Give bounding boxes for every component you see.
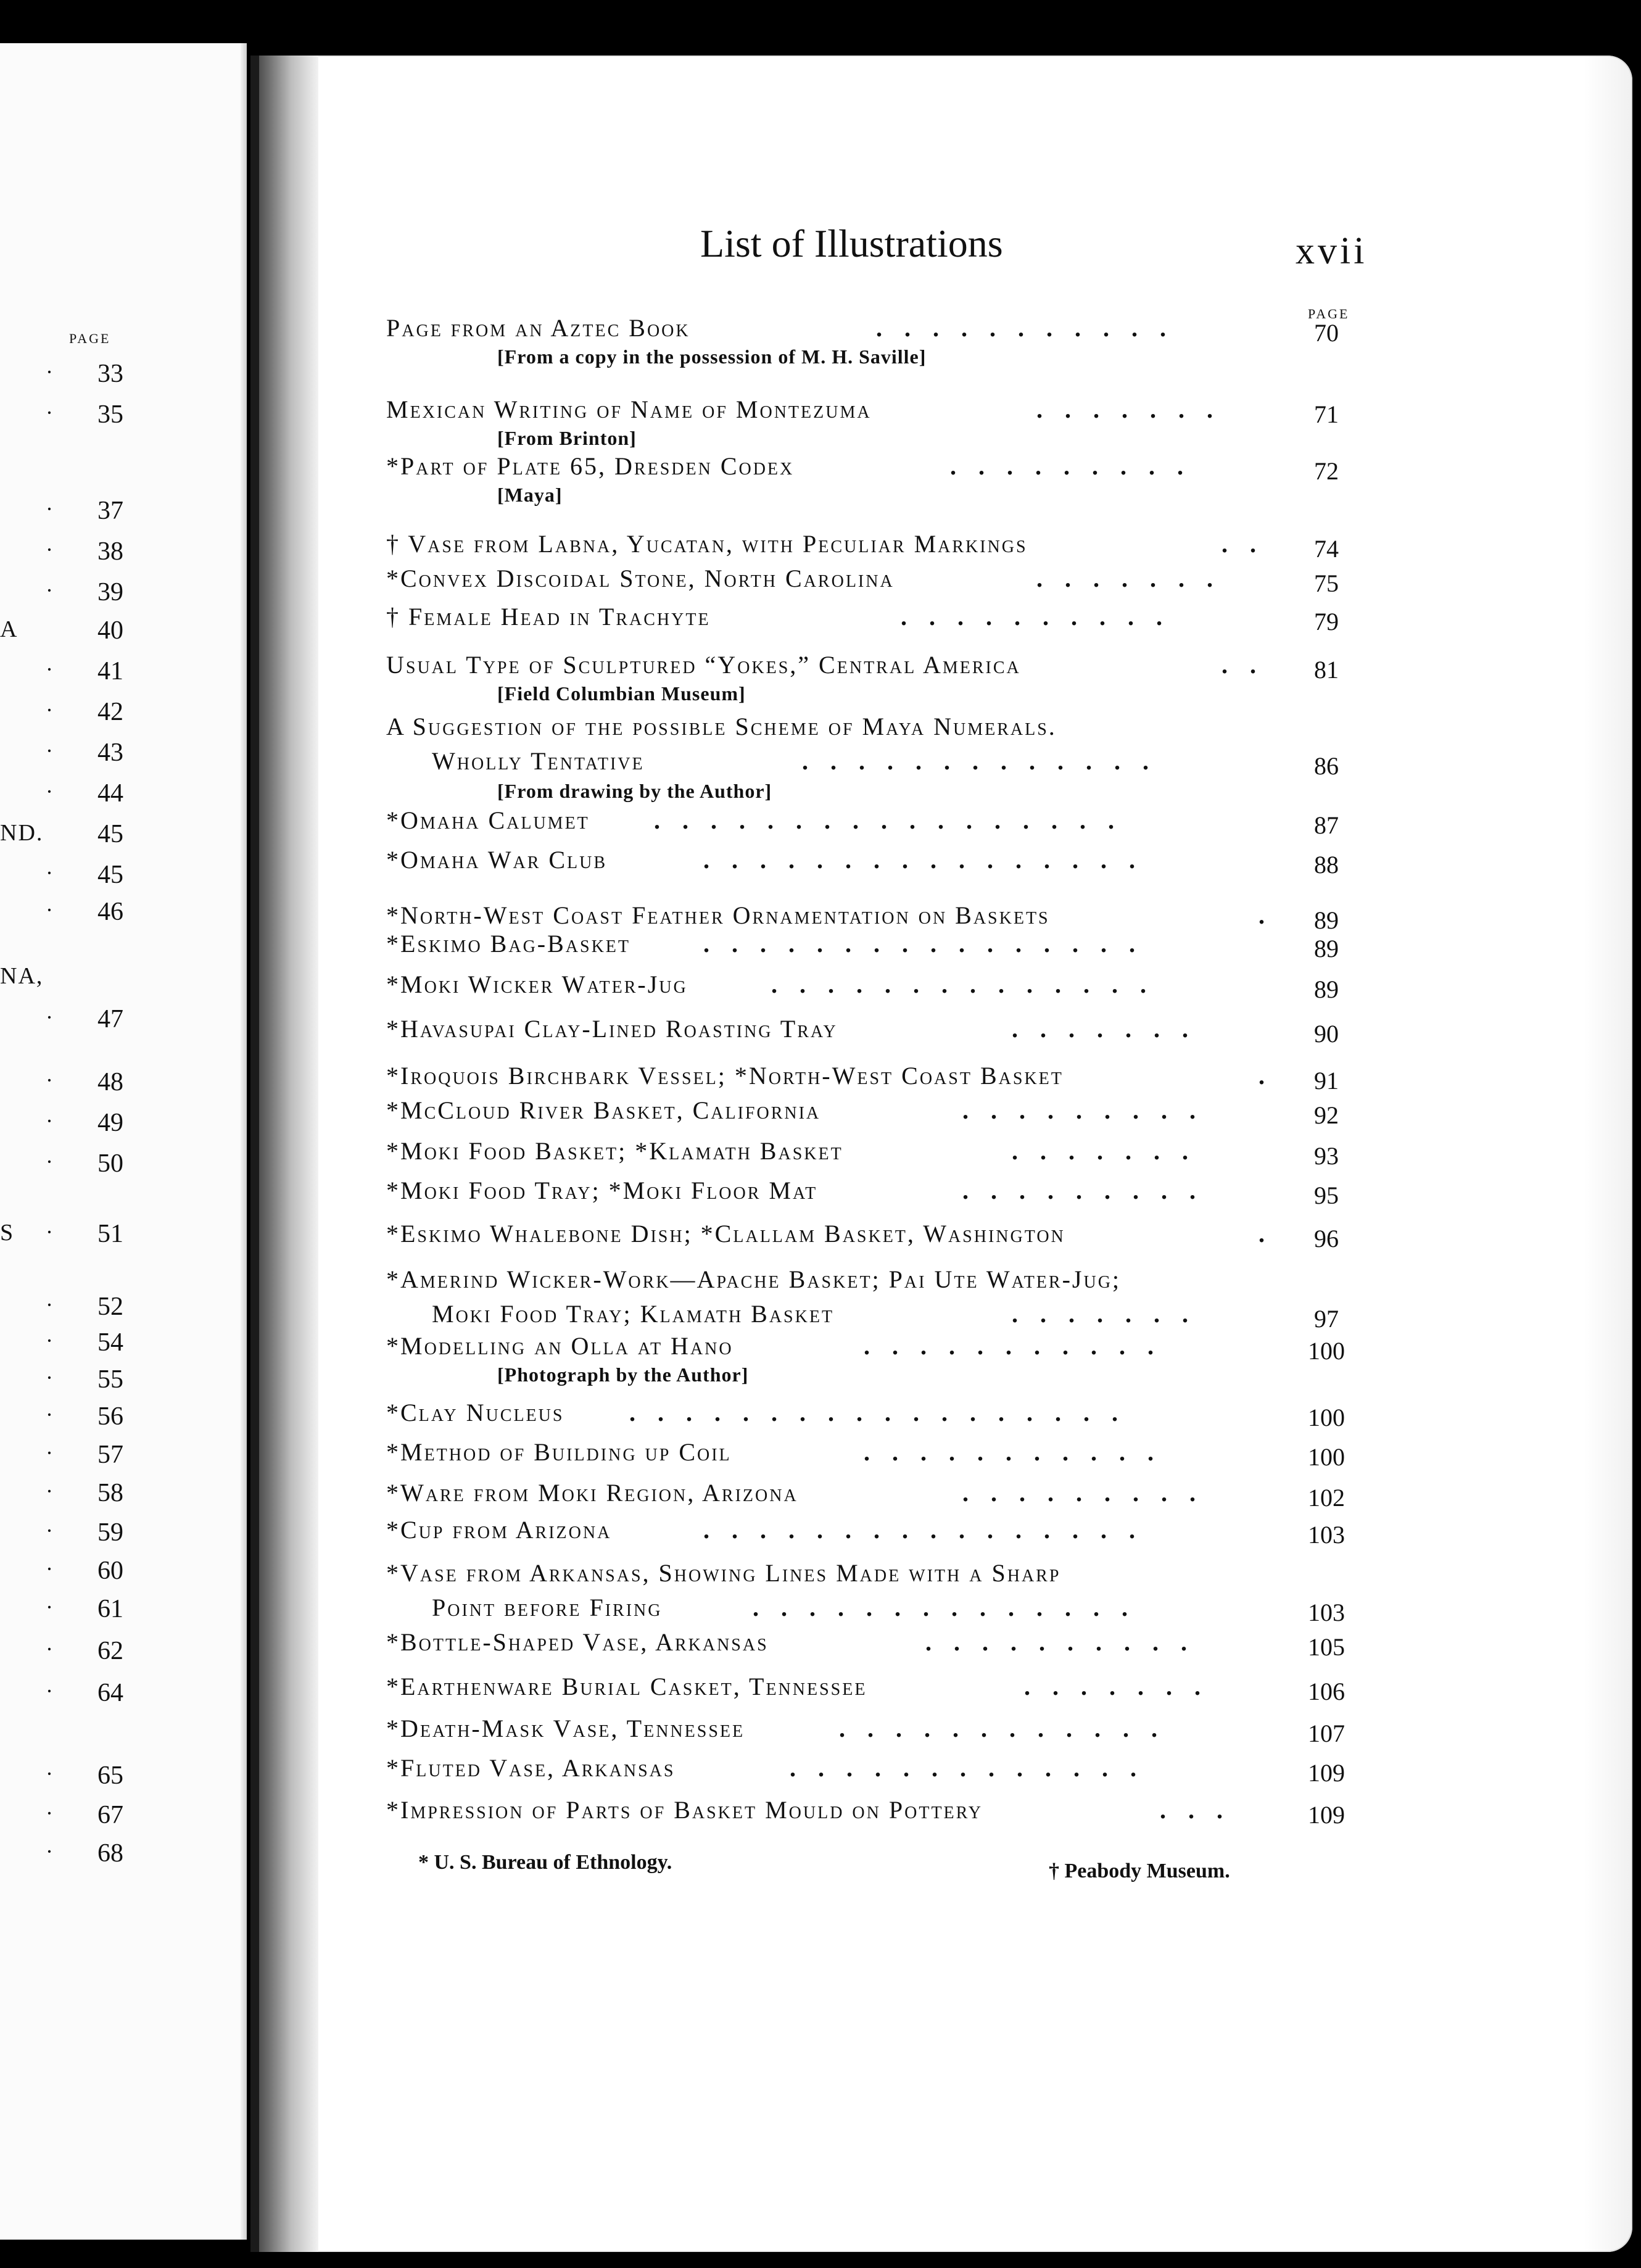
left-page-row: [0, 1594, 123, 1625]
left-page-row: [0, 359, 123, 390]
illustration-page-number: 100: [1308, 1443, 1345, 1471]
left-page-leader-dot: ·: [46, 1402, 53, 1427]
illustration-title: *Omaha War Club: [386, 846, 608, 874]
left-page-row: [0, 1108, 123, 1139]
dotted-leader: .........: [950, 452, 1205, 480]
left-page-row: [0, 897, 123, 928]
left-page-row: [0, 1004, 123, 1035]
dotted-leader: ...........: [876, 314, 1188, 342]
illustration-page-number: 106: [1308, 1678, 1345, 1705]
left-page-number: 64: [97, 1679, 123, 1707]
illustration-title: A Suggestion of the possible Scheme of Maya Numerals.: [386, 713, 1057, 740]
illustration-entry: [370, 1753, 1357, 1788]
left-page-number: 51: [97, 1220, 123, 1248]
left-page-leader-dot: ·: [46, 861, 53, 885]
illustration-page-number: 93: [1314, 1142, 1339, 1170]
dotted-leader: ..................: [629, 1399, 1140, 1426]
illustration-source-note: [Field Columbian Museum]: [497, 682, 746, 705]
illustration-title: *Convex Discoidal Stone, North Carolina: [386, 565, 895, 592]
left-page-number: 54: [97, 1328, 123, 1357]
illustration-page-number: 109: [1308, 1759, 1345, 1787]
dotted-leader: .......: [1036, 565, 1235, 592]
illustration-page-number: 105: [1308, 1633, 1345, 1661]
left-page-row: [0, 496, 123, 527]
illustration-entry: [370, 1558, 1357, 1626]
illustration-title: *Ware from Moki Region, Arizona: [386, 1479, 798, 1507]
illustration-title: Page from an Aztec Book: [386, 314, 690, 342]
illustration-title: *Moki Wicker Water-Jug: [386, 971, 688, 998]
illustration-entry: [370, 1331, 1357, 1366]
left-page-row: [0, 1365, 123, 1396]
footnote-peabody: † Peabody Museum.: [1049, 1860, 1230, 1882]
left-page-number: 60: [97, 1557, 123, 1585]
left-page-leader-dot: ·: [46, 537, 53, 562]
illustration-entry: [370, 529, 1357, 564]
illustration-entry: [370, 806, 1357, 840]
left-page-row: [0, 1328, 123, 1359]
illustration-page-number: 71: [1314, 400, 1339, 428]
left-page-row: [0, 1678, 123, 1709]
dotted-leader: .: [1259, 1062, 1287, 1090]
illustration-title: *Clay Nucleus: [386, 1399, 564, 1426]
left-page-number: 59: [97, 1518, 123, 1547]
left-page-number: 52: [97, 1293, 123, 1321]
illustration-entry: [370, 602, 1357, 637]
illustration-title: *Moki Food Tray; *Moki Floor Mat: [386, 1177, 818, 1204]
left-page-leader-dot: ·: [46, 1109, 53, 1133]
dotted-leader: ...........: [864, 1438, 1176, 1466]
illustration-entry: [370, 1176, 1357, 1211]
left-page-number: 41: [97, 657, 123, 685]
left-page-row: [0, 819, 123, 850]
dotted-leader: .................: [654, 806, 1136, 834]
illustration-page-number: 92: [1314, 1101, 1339, 1129]
page-column-label: PAGE: [1308, 306, 1350, 321]
binding-shadow: [250, 56, 318, 2252]
binding-edge: [250, 56, 259, 2252]
left-page-row: [0, 1219, 123, 1250]
left-page-number: 65: [97, 1761, 123, 1790]
illustration-title: *Eskimo Bag-Basket: [386, 930, 631, 958]
left-page-number: 38: [97, 537, 123, 566]
illustration-title: *Impression of Parts of Basket Mould on Pottery: [386, 1796, 983, 1824]
dotted-leader: ................: [703, 930, 1157, 958]
illustration-title: *Part of Plate 65, Dresden Codex: [386, 452, 795, 480]
left-page-title-fragment: ND.: [0, 820, 44, 846]
dotted-leader: ..............: [771, 971, 1168, 998]
illustration-title: *North-West Coast Feather Ornamentation on Baskets: [386, 901, 1050, 929]
dotted-leader: .: [1259, 1220, 1287, 1248]
illustration-page-number: 100: [1308, 1404, 1345, 1431]
illustration-page-number: 90: [1314, 1020, 1339, 1048]
left-page-number: 67: [97, 1801, 123, 1829]
illustration-source-note: [Maya]: [497, 484, 563, 506]
footnote-bureau: * U. S. Bureau of Ethnology.: [418, 1851, 672, 1874]
left-page-title-fragment: A: [0, 616, 19, 642]
left-page-row: [0, 1761, 123, 1792]
left-page-number: 46: [97, 898, 123, 926]
illustration-title: *Omaha Calumet: [386, 806, 590, 834]
illustration-page-number: 96: [1314, 1225, 1339, 1252]
left-page-leader-dot: ·: [46, 1479, 53, 1504]
left-page-number: 68: [97, 1839, 123, 1868]
illustration-title-continued: Point before Firing: [432, 1594, 663, 1621]
dotted-leader: ...........: [864, 1332, 1176, 1360]
illustration-source-note: [From drawing by the Author]: [497, 780, 772, 802]
illustration-entry: [370, 650, 1357, 685]
illustration-title: *Fluted Vase, Arkansas: [386, 1754, 676, 1782]
illustration-title-continued: Wholly Tentative: [432, 747, 645, 775]
illustration-page-number: 74: [1314, 535, 1339, 563]
illustration-page-number: 81: [1314, 656, 1339, 684]
left-page-number: 35: [97, 400, 123, 429]
illustration-entry: [370, 313, 1357, 348]
dotted-leader: ............: [839, 1715, 1180, 1742]
left-page-row: [0, 1292, 123, 1323]
left-page-row: [0, 779, 123, 809]
illustration-entry: [370, 1515, 1357, 1550]
illustration-page-number: 89: [1314, 975, 1339, 1003]
illustration-page-number: 86: [1314, 752, 1339, 780]
left-page-number: 57: [97, 1441, 123, 1469]
illustration-entry: [370, 1014, 1357, 1049]
left-page-leader-dot: ·: [46, 1595, 53, 1620]
illustration-entry: [370, 1672, 1357, 1707]
illustration-entry: [370, 1219, 1357, 1254]
left-page-leader-dot: ·: [46, 1220, 53, 1244]
left-page-row: [0, 1518, 123, 1549]
illustration-title: *Bottle-Shaped Vase, Arkansas: [386, 1628, 769, 1656]
left-page-leader-dot: ·: [46, 1518, 53, 1543]
dotted-leader: .......: [1012, 1300, 1210, 1328]
illustration-source-note: [From Brinton]: [497, 427, 637, 449]
illustration-page-number: 89: [1314, 935, 1339, 962]
left-page-row: [0, 697, 123, 728]
illustration-page-number: 88: [1314, 851, 1339, 879]
left-page-leader-dot: ·: [46, 1293, 53, 1317]
left-page-number: 37: [97, 497, 123, 525]
illustration-title: Usual Type of Sculptured “Yokes,” Central America: [386, 651, 1021, 679]
illustration-entry: [370, 845, 1357, 880]
dotted-leader: ................: [703, 1516, 1157, 1544]
left-page-leader-dot: ·: [46, 657, 53, 682]
left-page-row: [0, 537, 123, 568]
illustration-source-note: [Photograph by the Author]: [497, 1364, 749, 1386]
left-page-leader-dot: ·: [46, 1761, 53, 1786]
left-page-leader-dot: ·: [46, 739, 53, 763]
left-page-leader-dot: ·: [46, 1068, 53, 1093]
dotted-leader: .............: [790, 1754, 1159, 1782]
left-page-row: [0, 1478, 123, 1509]
dotted-leader: ...: [1160, 1796, 1245, 1824]
dotted-leader: ..........: [925, 1628, 1209, 1656]
left-page-leader-dot: ·: [46, 360, 53, 384]
illustration-entry: [370, 1714, 1357, 1749]
illustration-entry: [370, 929, 1357, 964]
dotted-leader: ..........: [901, 603, 1184, 631]
illustration-title: *Iroquois Birchbark Vessel; *North-West Coast Basket: [386, 1062, 1064, 1090]
dotted-leader: .........: [962, 1177, 1218, 1204]
illustration-page-number: 109: [1308, 1801, 1345, 1829]
left-page-row: [0, 1440, 123, 1471]
dotted-leader: ..............: [753, 1594, 1150, 1621]
left-page-row: [0, 656, 123, 687]
illustration-title: *Cup from Arizona: [386, 1516, 612, 1544]
left-page-number: 47: [97, 1005, 123, 1033]
illustration-title: *Death-Mask Vase, Tennessee: [386, 1715, 745, 1742]
left-page-row: [0, 616, 123, 647]
left-page-row: [0, 1839, 123, 1869]
left-page-row: [0, 1067, 123, 1098]
dotted-leader: .......: [1012, 1137, 1210, 1165]
dotted-leader: ..: [1221, 530, 1278, 558]
left-page-number: 55: [97, 1365, 123, 1394]
illustration-entry: [370, 1438, 1357, 1472]
illustration-entry: [370, 452, 1357, 486]
illustration-title: † Female Head in Trachyte: [386, 603, 711, 631]
left-page-number: 40: [97, 616, 123, 645]
left-page-leader-dot: ·: [46, 1005, 53, 1030]
left-page-leader-dot: ·: [46, 1149, 53, 1174]
left-page-title-fragment: S: [0, 1220, 15, 1246]
illustration-title-continued: Moki Food Tray; Klamath Basket: [432, 1300, 835, 1328]
left-page-column-label: PAGE: [69, 331, 111, 346]
illustration-source-note: [From a copy in the possession of M. H. Saville]: [497, 346, 927, 368]
dotted-leader: .......: [1036, 395, 1235, 423]
left-page-leader-dot: ·: [46, 898, 53, 922]
dotted-leader: .......: [1012, 1015, 1210, 1043]
dotted-leader: .............: [802, 747, 1171, 775]
illustration-page-number: 103: [1308, 1599, 1345, 1626]
left-page-leader-dot: ·: [46, 698, 53, 722]
left-page-leader-dot: ·: [46, 1557, 53, 1581]
left-page-row: [0, 400, 123, 431]
illustration-page-number: 100: [1308, 1337, 1345, 1365]
left-page-row: [0, 738, 123, 769]
left-page-leader-dot: ·: [46, 779, 53, 804]
left-page-row: [0, 1556, 123, 1587]
illustration-page-number: 70: [1314, 319, 1339, 347]
dotted-leader: .........: [962, 1479, 1218, 1507]
illustration-page-number: 97: [1314, 1305, 1339, 1333]
left-page-leader-dot: ·: [46, 578, 53, 603]
left-page-row: [0, 1402, 123, 1433]
left-page-leader-dot: ·: [46, 1637, 53, 1662]
illustration-entry: [370, 395, 1357, 429]
left-page-number: 50: [97, 1149, 123, 1178]
illustration-entry: [370, 1061, 1357, 1096]
left-page-leader-dot: ·: [46, 1328, 53, 1353]
illustration-title: *Earthenware Burial Casket, Tennessee: [386, 1673, 867, 1700]
illustration-entry: [370, 1398, 1357, 1433]
left-page-number: 33: [97, 360, 123, 388]
dotted-leader: ................: [703, 846, 1157, 874]
dotted-leader: .......: [1024, 1673, 1223, 1700]
left-page-number: 45: [97, 861, 123, 889]
left-page-leader-dot: ·: [46, 497, 53, 521]
illustration-title: *Moki Food Basket; *Klamath Basket: [386, 1137, 843, 1165]
illustration-page-number: 91: [1314, 1067, 1339, 1095]
left-page-number: 48: [97, 1068, 123, 1096]
illustration-title: † Vase from Labna, Yucatan, with Peculiar Markings: [386, 530, 1028, 558]
left-page-number: 62: [97, 1637, 123, 1665]
illustration-title: Mexican Writing of Name of Montezuma: [386, 395, 872, 423]
illustration-entry: [370, 1478, 1357, 1513]
left-page-number: 56: [97, 1402, 123, 1431]
illustration-title: *Eskimo Whalebone Dish; *Clallam Basket, Washington: [386, 1220, 1065, 1248]
dotted-leader: ..: [1221, 651, 1278, 679]
illustration-page-number: 103: [1308, 1521, 1345, 1549]
left-page: [0, 43, 247, 2240]
illustration-entry: [370, 1795, 1357, 1830]
illustration-page-number: 72: [1314, 457, 1339, 485]
illustration-title: *McCloud River Basket, California: [386, 1096, 821, 1124]
illustration-entry: [370, 564, 1357, 598]
left-page-number: 45: [97, 820, 123, 848]
illustration-title: *Vase from Arkansas, Showing Lines Made with a Sharp: [386, 1559, 1061, 1587]
left-page-leader-dot: ·: [46, 1839, 53, 1864]
illustration-page-number: 95: [1314, 1182, 1339, 1209]
page-number: xvii: [1296, 230, 1368, 272]
left-page-leader-dot: ·: [46, 400, 53, 425]
left-page-number: 58: [97, 1479, 123, 1507]
illustration-entry: [370, 970, 1357, 1004]
dotted-leader: .: [1259, 901, 1287, 929]
left-page-number: 43: [97, 739, 123, 767]
left-page-number: 42: [97, 698, 123, 726]
illustration-page-number: 75: [1314, 569, 1339, 597]
left-page-leader-dot: ·: [46, 1801, 53, 1826]
illustration-page-number: 87: [1314, 811, 1339, 839]
dotted-leader: .........: [962, 1096, 1218, 1124]
left-page-leader-dot: ·: [46, 1679, 53, 1703]
left-page-row: [0, 962, 123, 993]
left-page-title-fragment: NA,: [0, 963, 44, 989]
left-page-number: 39: [97, 578, 123, 606]
left-page-row: [0, 1149, 123, 1180]
illustration-page-number: 89: [1314, 906, 1339, 934]
left-page-row: [0, 1800, 123, 1831]
left-page-row: [0, 860, 123, 891]
illustration-title: *Havasupai Clay-Lined Roasting Tray: [386, 1015, 838, 1043]
page-title: List of Illustrations: [700, 221, 1003, 265]
page-edge-shade: [1583, 56, 1632, 2252]
illustration-entry: [370, 1096, 1357, 1130]
illustration-page-number: 102: [1308, 1484, 1345, 1512]
illustration-entry: [370, 712, 1357, 780]
left-page-leader-dot: ·: [46, 1365, 53, 1390]
left-page-row: [0, 1636, 123, 1667]
illustration-page-number: 79: [1314, 608, 1339, 635]
illustration-title: *Amerind Wicker-Work—Apache Basket; Pai Ute Water-Jug;: [386, 1265, 1122, 1293]
illustration-title: *Method of Building up Coil: [386, 1438, 732, 1466]
left-page-number: 49: [97, 1109, 123, 1137]
left-page-leader-dot: ·: [46, 1441, 53, 1465]
illustration-entry: [370, 1136, 1357, 1171]
left-page-gutter: [241, 43, 247, 2240]
left-page-row: [0, 577, 123, 608]
illustration-page-number: 107: [1308, 1720, 1345, 1747]
left-page-number: 61: [97, 1595, 123, 1623]
illustration-entry: [370, 1265, 1357, 1333]
illustration-title: *Modelling an Olla at Hano: [386, 1332, 734, 1360]
left-page-number: 44: [97, 779, 123, 808]
illustration-entry: [370, 1628, 1357, 1662]
